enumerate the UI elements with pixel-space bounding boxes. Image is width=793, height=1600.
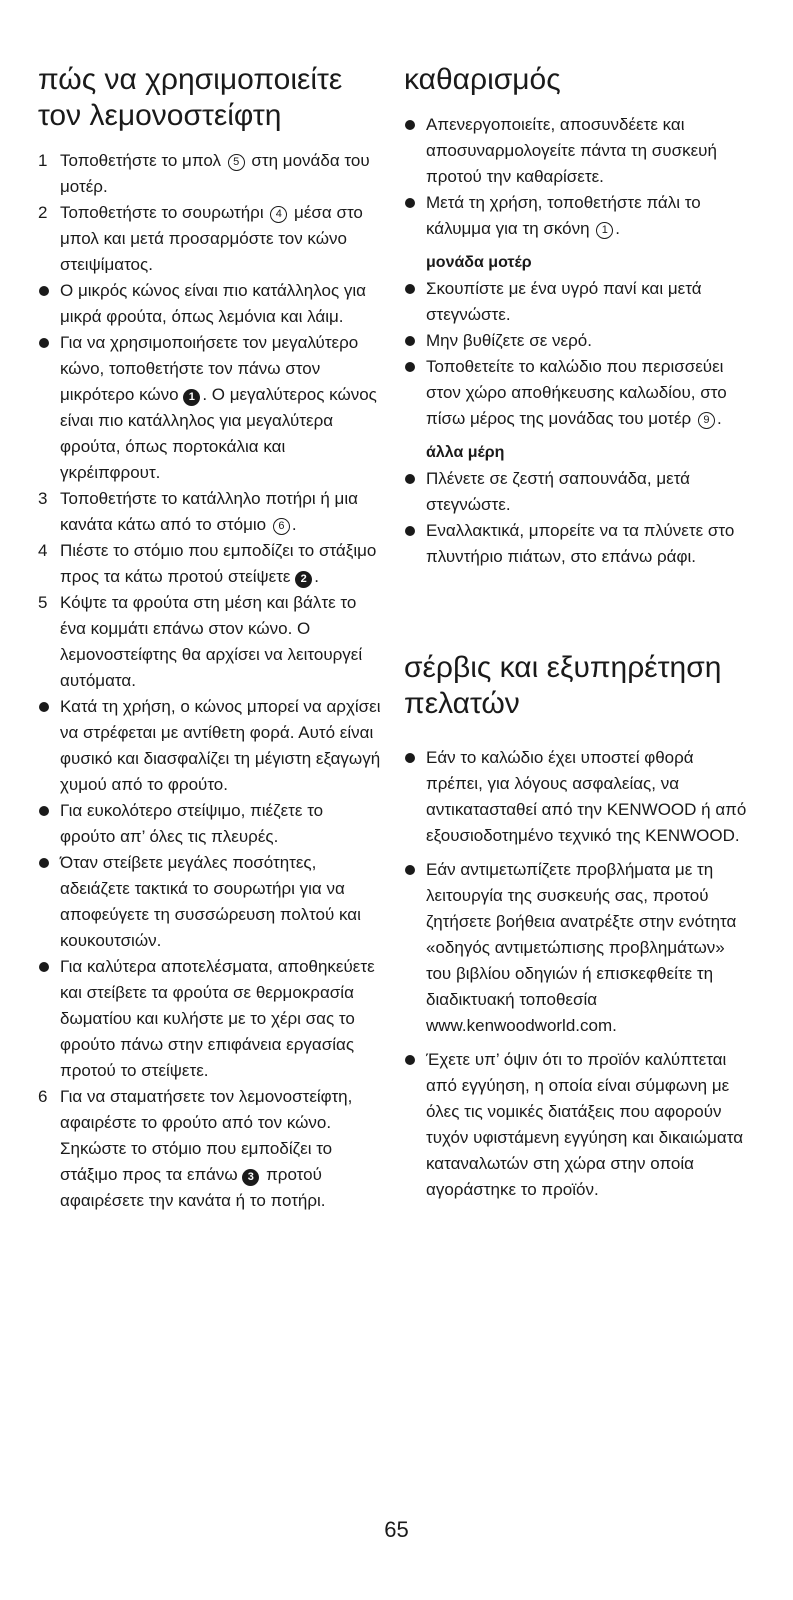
- section-subheading: άλλα μέρη: [426, 444, 505, 461]
- list-item: [38, 850, 383, 954]
- bullet-dot-icon: [405, 865, 415, 875]
- part-number-ref: 4: [270, 206, 287, 223]
- page-number: 65: [384, 1517, 409, 1542]
- item-text: Σκουπίστε με ένα υγρό πανί και μετά στεγνώστε.: [426, 279, 702, 324]
- list-item: [38, 798, 383, 850]
- figure-ref: 2: [295, 571, 312, 588]
- list-item: [404, 745, 754, 849]
- list-item: [38, 330, 383, 486]
- part-number-ref: 1: [596, 222, 613, 239]
- service-heading: σέρβις και εξυπηρέτηση πελατών: [404, 651, 722, 720]
- list-item: [38, 200, 383, 278]
- bullet-dot-icon: [39, 286, 49, 296]
- item-text: Τοποθετήστε το σουρωτήρι 4 μέσα στο μπολ και μετά προσαρμόστε τον κώνο στειψίματος.: [60, 203, 363, 274]
- step-number: 1: [38, 151, 48, 170]
- list-item: [404, 466, 754, 518]
- section-subheading: μονάδα μοτέρ: [426, 254, 532, 271]
- item-text: Τοποθετήστε το μπολ 5 στη μονάδα του μοτέρ.: [60, 151, 370, 196]
- bullet-dot-icon: [39, 338, 49, 348]
- list-item: [38, 694, 383, 798]
- bullet-dot-icon: [39, 962, 49, 972]
- list-item: [404, 518, 754, 570]
- bullet-dot-icon: [39, 858, 49, 868]
- list-item: [38, 278, 383, 330]
- figure-ref: 1: [183, 389, 200, 406]
- bullet-dot-icon: [39, 702, 49, 712]
- cleaning-heading: καθαρισμός: [404, 63, 561, 96]
- item-text: Τοποθετείτε το καλώδιο που περισσεύει στον χώρο αποθήκευσης καλωδίου, στο πίσω μέρος της μονάδας του μοτέρ 9 .: [426, 357, 727, 428]
- bullet-dot-icon: [405, 526, 415, 536]
- step-number: 5: [38, 593, 48, 612]
- list-item: [404, 190, 754, 242]
- list-item: [404, 1047, 754, 1203]
- bullet-dot-icon: [405, 1055, 415, 1065]
- part-number-ref: 6: [273, 518, 290, 535]
- item-text: Εάν το καλώδιο έχει υποστεί φθορά πρέπει, για λόγους ασφαλείας, να αντικατασταθεί από την KENWOOD ή από εξουσιοδοτημένο τεχνικό της KENWOOD.: [426, 748, 747, 845]
- step-number: 2: [38, 203, 48, 222]
- list-item: [38, 954, 383, 1084]
- list-item: [38, 486, 383, 538]
- list-item: [404, 857, 754, 1039]
- bullet-dot-icon: [405, 284, 415, 294]
- item-text: Πλένετε σε ζεστή σαπουνάδα, μετά στεγνώστε.: [426, 469, 691, 514]
- step-number: 3: [38, 489, 48, 508]
- item-text: Μην βυθίζετε σε νερό.: [426, 331, 592, 350]
- item-text: Τοποθετήστε το κατάλληλο ποτήρι ή μια κανάτα κάτω από το στόμιο 6 .: [60, 489, 358, 534]
- list-item: [404, 354, 754, 432]
- bullet-dot-icon: [405, 753, 415, 763]
- bullet-dot-icon: [405, 474, 415, 484]
- usage-heading: πώς να χρησιμοποιείτε τον λεμονοστείφτη: [38, 63, 343, 132]
- bullet-dot-icon: [405, 198, 415, 208]
- bullet-dot-icon: [39, 806, 49, 816]
- item-text: Ο μικρός κώνος είναι πιο κατάλληλος για μικρά φρούτα, όπως λεμόνια και λάιμ.: [60, 281, 366, 326]
- step-number: 6: [38, 1087, 48, 1106]
- service-instructions-list: [404, 737, 754, 1203]
- list-item: [38, 538, 383, 590]
- list-item: [38, 1084, 383, 1214]
- item-text: Έχετε υπ’ όψιν ότι το προϊόν καλύπτεται από εγγύηση, η οποία είναι σύμφωνη με όλες τις νομικές διατάξεις που αφορούν τυχόν υφιστάμενη εγγύηση και δικαιώματα καταναλωτών στη χώρα στην οποία αγοράστηκε το προϊόν.: [426, 1050, 744, 1199]
- part-number-ref: 9: [698, 412, 715, 429]
- cleaning-instructions-list: [404, 112, 754, 570]
- list-item: [38, 590, 383, 694]
- item-text: Για ευκολότερο στείψιμο, πιέζετε το φρούτο απ’ όλες τις πλευρές.: [60, 801, 324, 846]
- item-text: Για να χρησιμοποιήσετε τον μεγαλύτερο κώνο, τοποθετήστε τον πάνω στον μικρότερο κώνο 1 . Ο μεγαλύτερος κώνος είναι πιο κατάλληλος για μεγαλύτερα φρούτα, όπως πορτοκάλια και γκρέιπφρουτ.: [60, 333, 377, 482]
- item-text: Για να σταματήσετε τον λεμονοστείφτη, αφαιρέστε το φρούτο από τον κώνο. Σηκώστε το στόμιο που εμποδίζει το στάξιμο προς τα επάνω 3 προτού αφαιρέσετε την κανάτα ή το ποτήρι.: [60, 1087, 353, 1210]
- bullet-dot-icon: [405, 362, 415, 372]
- item-text: Απενεργοποιείτε, αποσυνδέετε και αποσυναρμολογείτε πάντα τη συσκευή προτού την καθαρίσετε.: [426, 115, 717, 186]
- figure-ref: 3: [242, 1169, 259, 1186]
- list-item: [404, 276, 754, 328]
- list-item: [404, 112, 754, 190]
- part-number-ref: 5: [228, 154, 245, 171]
- item-text: Για καλύτερα αποτελέσματα, αποθηκεύετε και στείβετε τα φρούτα σε θερμοκρασία δωματίου και κυλήστε με το χέρι σας το φρούτο πάνω στην επιφάνεια εργασίας προτού το στείψετε.: [60, 957, 375, 1080]
- list-item: [38, 148, 383, 200]
- list-item: [404, 328, 754, 354]
- bullet-dot-icon: [405, 120, 415, 130]
- item-text: Όταν στείβετε μεγάλες ποσότητες, αδειάζετε τακτικά το σουρωτήρι για να αποφεύγετε τη συσσώρευση πολτού και κουκουτσιών.: [60, 853, 361, 950]
- item-text: Πιέστε το στόμιο που εμποδίζει το στάξιμο προς τα κάτω προτού στείψετε 2 .: [60, 541, 377, 586]
- usage-instructions-list: [38, 148, 383, 1214]
- item-text: Εναλλακτικά, μπορείτε να τα πλύνετε στο πλυντήριο πιάτων, στο επάνω ράφι.: [426, 521, 735, 566]
- item-text: Κατά τη χρήση, ο κώνος μπορεί να αρχίσει να στρέφεται με αντίθετη φορά. Αυτό είναι φυσικό και διασφαλίζει τη μέγιστη εξαγωγή χυμού από το φρούτο.: [60, 697, 381, 794]
- step-number: 4: [38, 541, 48, 560]
- item-text: Κόψτε τα φρούτα στη μέση και βάλτε το ένα κομμάτι επάνω στον κώνο. Ο λεμονοστείφτης θα αρχίσει να λειτουργεί αυτόματα.: [60, 593, 363, 690]
- item-text: Μετά τη χρήση, τοποθετήστε πάλι το κάλυμμα για τη σκόνη 1 .: [426, 193, 701, 238]
- bullet-dot-icon: [405, 336, 415, 346]
- item-text: Εάν αντιμετωπίζετε προβλήματα με τη λειτουργία της συσκευής σας, προτού ζητήσετε βοήθεια ανατρέξτε στην ενότητα «οδηγός αντιμετώπισης προβλημάτων» του βιβλίου οδηγιών ή επισκεφθείτε τη διαδικτυακή τοποθεσία www.kenwoodworld.com.: [426, 860, 737, 1035]
